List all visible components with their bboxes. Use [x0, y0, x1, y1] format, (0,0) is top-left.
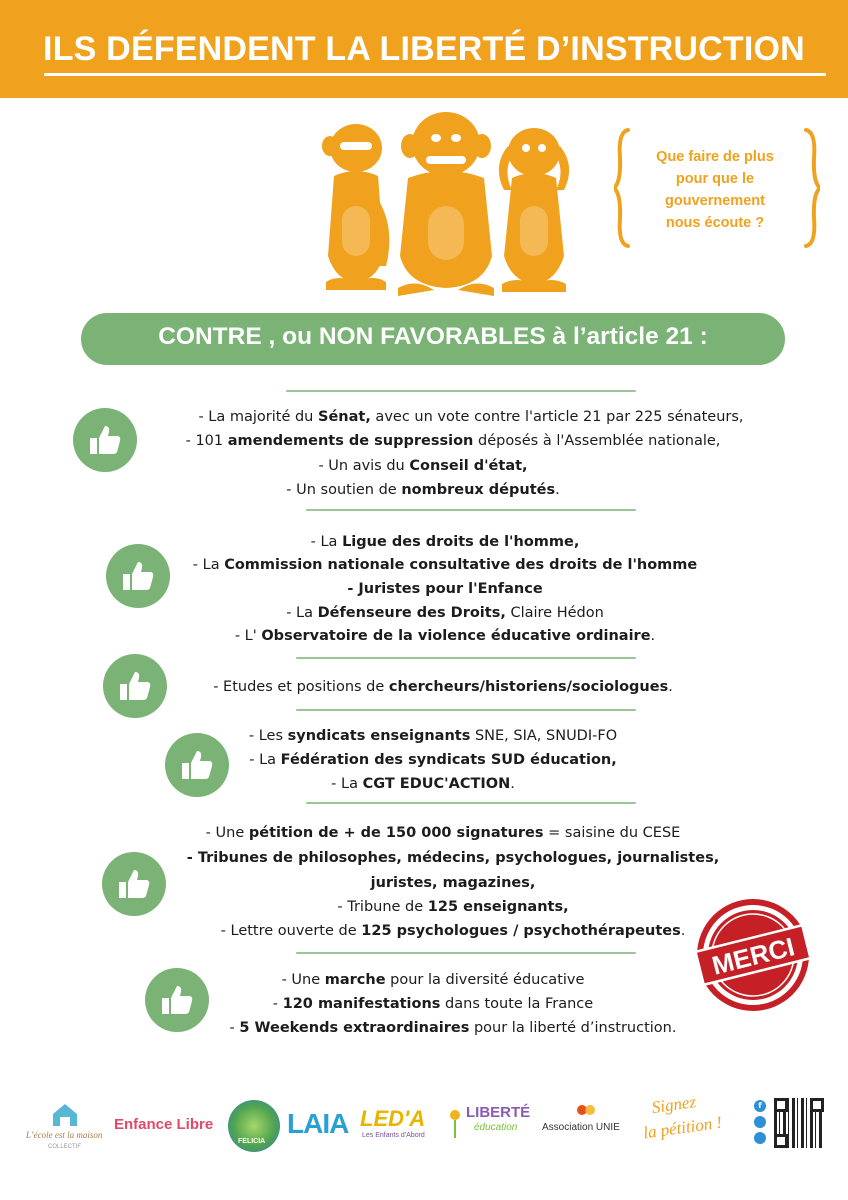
separator-line [306, 509, 636, 511]
logo-text: FELICIA [238, 1138, 266, 1145]
logo-unie [542, 1102, 630, 1148]
callout-line: Que faire de plus [656, 149, 774, 165]
text-segment: - Tribune de [337, 899, 428, 915]
text-segment: - La [192, 557, 225, 573]
qr-finder [774, 1134, 788, 1148]
qr-finder [810, 1098, 824, 1112]
list-line [80, 728, 786, 744]
list-line [100, 875, 806, 891]
text-segment-bold: 125 enseignants, [427, 899, 569, 915]
list-line [80, 996, 786, 1012]
thumbs-up-icon [106, 544, 170, 608]
text-segment: Claire Hédon [505, 605, 604, 621]
text-segment-bold: Défenseure des Droits, [317, 605, 506, 621]
text-segment: déposés à l'Assemblée nationale, [473, 433, 721, 449]
unie-emblem-icon [576, 1102, 596, 1118]
cta-line: Signez [650, 1092, 698, 1118]
text-segment-bold: 125 psychologues / psychothérapeutes [361, 923, 681, 939]
text-segment: - Une [281, 972, 325, 988]
qr-finder [774, 1098, 788, 1112]
text-segment: . [680, 923, 686, 939]
text-segment: - Les [248, 728, 288, 744]
text-segment: . [668, 679, 673, 695]
list-line [90, 679, 796, 695]
text-segment-bold: CGT EDUC'ACTION [362, 776, 511, 792]
stamp-text: MERCI [708, 931, 798, 981]
right-brace-icon [804, 128, 820, 248]
callout-line: gouvernement [665, 193, 765, 209]
logo-text: LED'A [360, 1106, 426, 1131]
text-segment-bold: pétition de + de 150 000 signatures [248, 825, 544, 841]
text-segment-bold: - Tribunes de philosophes, médecins, psychologues, journalistes, [186, 850, 720, 866]
separator-line [296, 709, 636, 711]
text-segment-bold: marche [324, 972, 386, 988]
text-segment-bold: syndicats enseignants [287, 728, 471, 744]
page-title: ILS DÉFENDENT LA LIBERTÉ D’INSTRUCTION [43, 30, 805, 68]
separator-line [296, 657, 636, 659]
section-title: CONTRE , ou NON FAVORABLES à l’article 21 : [158, 323, 708, 350]
text-segment: - Lettre ouverte de [220, 923, 362, 939]
text-segment: SNE, SIA, SNUDI-FO [470, 728, 618, 744]
list-line [92, 605, 798, 621]
text-segment-bold: nombreux députés [401, 482, 556, 498]
text-segment: - La [286, 605, 318, 621]
text-segment: - Une [205, 825, 249, 841]
text-segment-bold: Conseil d'état, [409, 458, 528, 474]
text-segment-bold: amendements de suppression [227, 433, 474, 449]
title-underline [44, 73, 826, 76]
list-line [70, 482, 776, 498]
separator-line [296, 952, 636, 954]
logo-ecole-maison [26, 1102, 106, 1156]
text-segment-bold: - Juristes pour l'Enfance [347, 581, 543, 597]
text-segment-bold: 120 manifestations [282, 996, 441, 1012]
facebook-icon[interactable]: f [754, 1100, 766, 1112]
logo-text: COLLECTIF [48, 1144, 82, 1150]
text-segment: - [272, 996, 283, 1012]
text-segment-bold: 5 Weekends extraordinaires [239, 1020, 470, 1036]
logo-text: LIBERTÉ [466, 1104, 531, 1121]
text-segment-bold: Sénat, [318, 409, 371, 425]
list-line [80, 752, 786, 768]
logo-text: éducation [474, 1122, 518, 1133]
three-monkeys-illustration [316, 106, 576, 302]
text-segment: - Un soutien de [286, 482, 402, 498]
text-segment: dans toute la France [440, 996, 594, 1012]
callout-line: nous écoute ? [665, 215, 765, 231]
list-line [80, 972, 786, 988]
text-segment-bold: Observatoire de la violence éducative ordinaire [261, 628, 651, 644]
logo-text: Les Enfants d'Abord [362, 1132, 425, 1139]
text-segment: pour la diversité éducative [385, 972, 585, 988]
text-segment: avec un vote contre l'article 21 par 225 sénateurs, [370, 409, 744, 425]
list-line [92, 628, 798, 644]
flower-icon [446, 1108, 464, 1138]
text-segment: . [510, 776, 515, 792]
merci-stamp [694, 896, 812, 1014]
text-segment-bold: Ligue des droits de l'homme, [342, 534, 580, 550]
instagram-icon[interactable] [754, 1132, 766, 1144]
logo-liberte-education [446, 1104, 538, 1144]
text-segment: . [555, 482, 560, 498]
list-line [92, 557, 798, 573]
callout-question [634, 146, 796, 234]
partner-logos [0, 1086, 848, 1156]
text-segment: = saisine du CESE [543, 825, 681, 841]
text-segment: - [229, 1020, 240, 1036]
separator-line [286, 390, 636, 392]
list-line [70, 776, 776, 792]
list-line [100, 433, 806, 449]
separator-line [306, 802, 636, 804]
qr-code[interactable] [774, 1098, 824, 1148]
logo-text: Association UNIE [542, 1122, 620, 1133]
text-segment: . [650, 628, 656, 644]
logo-leda [360, 1106, 436, 1146]
list-line [70, 458, 776, 474]
list-line [100, 1020, 806, 1036]
list-line [100, 850, 806, 866]
text-segment: pour la liberté d’instruction. [469, 1020, 677, 1036]
callout-line: pour que le [675, 171, 755, 187]
list-line [118, 409, 824, 425]
text-segment-bold: Commission nationale consultative des droits de l'homme [224, 557, 698, 573]
text-segment: - La majorité du [198, 409, 318, 425]
sign-petition-cta[interactable] [638, 1081, 756, 1160]
text-segment: - 101 [185, 433, 228, 449]
list-line [92, 534, 798, 550]
left-brace-icon [614, 128, 630, 248]
text-segment-bold: chercheurs/historiens/sociologues [388, 679, 669, 695]
text-segment-bold: juristes, magazines, [370, 875, 536, 891]
text-segment: - La [331, 776, 363, 792]
house-icon [50, 1102, 80, 1128]
list-line [92, 581, 798, 597]
text-segment: - La [249, 752, 281, 768]
list-line [90, 825, 796, 841]
logo-felicia [228, 1100, 280, 1152]
text-segment: - La [310, 534, 343, 550]
text-segment: - Etudes et positions de [213, 679, 389, 695]
logo-enfance-libre: Enfance Libre [114, 1116, 214, 1133]
text-segment: - Un avis du [318, 458, 410, 474]
text-segment-bold: Fédération des syndicats SUD éducation, [280, 752, 617, 768]
twitter-icon[interactable] [754, 1116, 766, 1128]
logo-laia: LAIA [287, 1108, 349, 1139]
logo-text: L’école est la maison [26, 1130, 103, 1140]
cta-line: la pétition ! [641, 1112, 724, 1143]
text-segment: - L' [234, 628, 262, 644]
